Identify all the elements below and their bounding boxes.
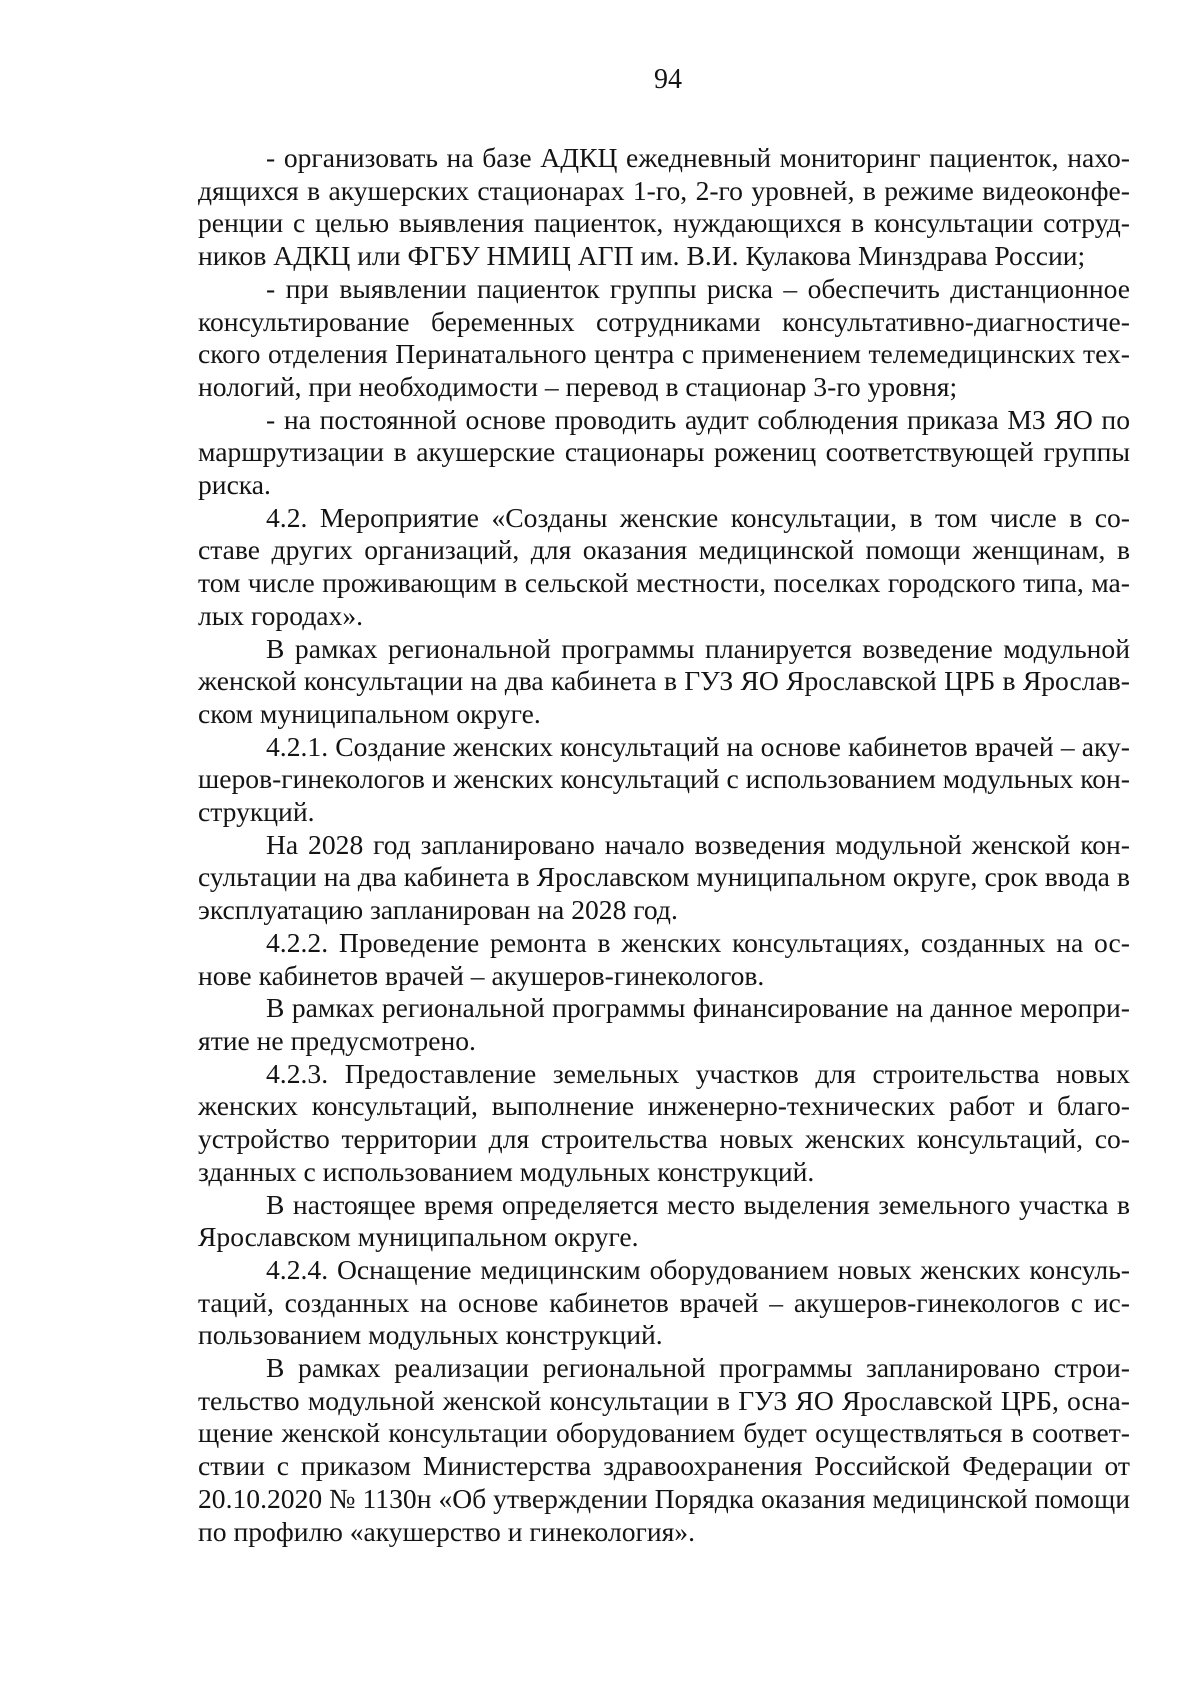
paragraph-equipment: В рамках реализации региональной программы запланировано строительство модульной женской консультации в ГУЗ ЯО Ярославской ЦРБ, оснащение женской консультации оборудованием будет осуществляться в соответствии с приказом Министерства здравоохранения Российской Федерации от 20.10.2020 № 1130н «Об утверждении Порядка оказания медицинской помощи по профилю «акушерство и гинекология». xyxy=(198,1352,1130,1547)
paragraph-monitoring: - организовать на базе АДКЦ ежедневный мониторинг пациенток, находящихся в акушерских стационарах 1-го, 2-го уровней, в режиме видеоконференции с целью выявления пациенток, нуждающихся в консультации сотрудников АДКЦ или ФГБУ НМИЦ АГП им. В.И. Кулакова Минздрава России; xyxy=(198,142,1130,272)
paragraph-section-4-2: 4.2. Мероприятие «Созданы женские консультации, в том числе в составе других организаций, для оказания медицинской помощи женщинам, в том числе проживающим в сельской местности, поселках городского типа, малых городах». xyxy=(198,501,1130,631)
paragraph-2028-plan: На 2028 год запланировано начало возведения модульной женской консультации на два кабинета в Ярославском муниципальном округе, срок ввода в эксплуатацию запланирован на 2028 год. xyxy=(198,828,1130,926)
paragraph-section-4-2-4: 4.2.4. Оснащение медицинским оборудованием новых женских консультаций, созданных на основе кабинетов врачей – акушеров-гинекологов с использованием модульных конструкций. xyxy=(198,1253,1130,1351)
document-body xyxy=(198,142,1130,1548)
paragraph-regional-program: В рамках региональной программы планируется возведение модульной женской консультации на два кабинета в ГУЗ ЯО Ярославской ЦРБ в Ярославском муниципальном округе. xyxy=(198,632,1130,729)
paragraph-section-4-2-2: 4.2.2. Проведение ремонта в женских консультациях, созданных на основе кабинетов врачей – акушеров-гинекологов. xyxy=(198,926,1130,991)
paragraph-audit: - на постоянной основе проводить аудит соблюдения приказа МЗ ЯО по маршрутизации в акушерские стационары рожениц соответствующей группы риска. xyxy=(198,403,1130,501)
paragraph-no-financing: В рамках региональной программы финансирование на данное мероприятие не предусмотрено. xyxy=(198,992,1130,1056)
paragraph-section-4-2-3: 4.2.3. Предоставление земельных участков для строительства новых женских консультаций, выполнение инженерно-технических работ и благоустройство территории для строительства новых женских консультаций, созданных с использованием модульных конструкций. xyxy=(198,1057,1130,1187)
paragraph-land-plot: В настоящее время определяется место выделения земельного участка в Ярославском муниципальном округе. xyxy=(198,1188,1130,1253)
paragraph-section-4-2-1: 4.2.1. Создание женских консультаций на основе кабинетов врачей – акушеров-гинекологов и женских консультаций с использованием модульных конструкций. xyxy=(198,730,1130,828)
page-number: 94 xyxy=(654,64,682,95)
paragraph-remote-consulting: - при выявлении пациенток группы риска – обеспечить дистанционное консультирование беременных сотрудниками консультативно-диагностического отделения Перинатального центра с применением телемедицинских технологий, при необходимости – перевод в стационар 3-го уровня; xyxy=(198,272,1130,402)
